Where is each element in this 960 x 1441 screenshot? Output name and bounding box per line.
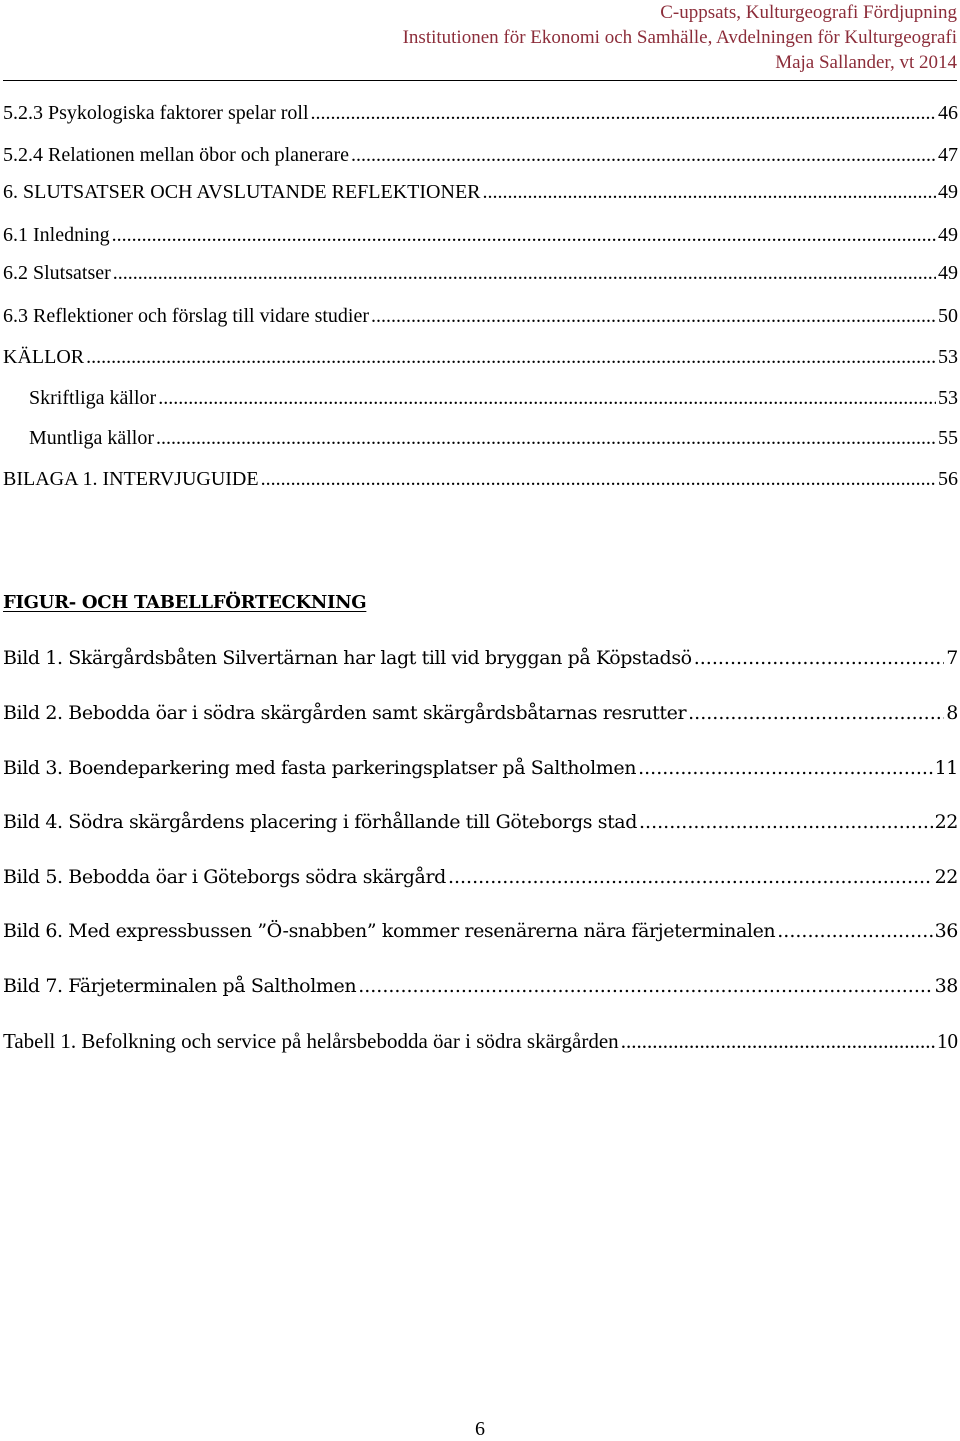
toc-entry[interactable] — [29, 427, 958, 450]
figure-entry-page: 8 — [946, 702, 958, 724]
figure-entry-page: 11 — [934, 757, 958, 779]
page-number: 6 — [475, 1418, 485, 1440]
dot-leader — [694, 647, 945, 669]
toc-entry-title: BILAGA 1. INTERVJUGUIDE — [3, 468, 259, 490]
dot-leader — [86, 346, 936, 369]
figure-entry[interactable] — [3, 975, 958, 997]
figure-entry[interactable] — [3, 866, 958, 888]
figure-entry[interactable] — [3, 920, 958, 942]
table-entry[interactable] — [3, 1029, 958, 1054]
header-author: Maja Sallander, vt 2014 — [775, 52, 957, 73]
toc-entry-page: 49 — [938, 262, 958, 284]
figure-entry-title: Bild 7. Färjeterminalen på Saltholmen — [3, 975, 357, 997]
figure-entry[interactable] — [3, 702, 958, 724]
dot-leader — [158, 387, 936, 410]
table-entry-page: 10 — [937, 1029, 958, 1053]
header-course: C-uppsats, Kulturgeografi Fördjupning — [660, 2, 957, 23]
toc-entry-page: 55 — [938, 427, 958, 449]
figure-entry-title: Bild 6. Med expressbussen ”Ö-snabben” kommer resenärerna nära färjeterminalen — [3, 920, 776, 942]
dot-leader — [351, 144, 936, 167]
dot-leader — [113, 262, 936, 285]
toc-entry-title: 5.2.4 Relationen mellan öbor och planerare — [3, 144, 349, 166]
toc-entry-page: 50 — [938, 305, 958, 327]
toc-entry[interactable] — [3, 468, 958, 491]
dot-leader — [448, 866, 933, 888]
header-rule — [3, 80, 957, 81]
figure-entry-title: Bild 3. Boendeparkering med fasta parkeringsplatser på Saltholmen — [3, 757, 637, 779]
toc-entry-page: 49 — [938, 181, 958, 203]
toc-entry-title: 6.1 Inledning — [3, 224, 110, 246]
dot-leader — [112, 224, 936, 247]
dot-leader — [311, 102, 937, 125]
toc-entry-page: 49 — [938, 224, 958, 246]
toc-entry-page: 47 — [938, 144, 958, 166]
figure-entry-page: 36 — [934, 920, 958, 942]
dot-leader — [371, 305, 936, 328]
toc-entry-page: 53 — [938, 387, 958, 409]
toc-entry[interactable] — [3, 102, 958, 125]
toc-entry[interactable] — [3, 224, 958, 247]
running-header — [403, 0, 957, 75]
figure-list-heading: FIGUR- OCH TABELLFÖRTECKNING — [3, 592, 367, 613]
dot-leader — [261, 468, 936, 491]
toc-entry-title: Skriftliga källor — [29, 387, 157, 409]
toc-entry[interactable] — [3, 181, 958, 204]
figure-entry-title: Bild 1. Skärgårdsbåten Silvertärnan har lagt till vid bryggan på Köpstadsö — [3, 647, 692, 669]
toc-entry-title: KÄLLOR — [3, 346, 85, 368]
figure-entry-page: 22 — [934, 866, 958, 888]
toc-entry[interactable] — [3, 305, 958, 328]
toc-entry-title: 6. SLUTSATSER OCH AVSLUTANDE REFLEKTIONER — [3, 181, 481, 203]
toc-entry[interactable] — [3, 346, 958, 369]
dot-leader — [358, 975, 932, 997]
dot-leader — [483, 181, 937, 204]
figure-entry-title: Bild 2. Bebodda öar i södra skärgården samt skärgårdsbåtarnas resrutter — [3, 702, 687, 724]
figure-entry[interactable] — [3, 757, 958, 779]
dot-leader — [156, 427, 936, 450]
toc-entry-page: 56 — [938, 468, 958, 490]
dot-leader — [639, 811, 933, 833]
toc-entry-page: 53 — [938, 346, 958, 368]
toc-entry-title: Muntliga källor — [29, 427, 154, 449]
toc-entry[interactable] — [3, 262, 958, 285]
figure-entry-page: 22 — [934, 811, 958, 833]
toc-entry[interactable] — [3, 144, 958, 167]
figure-entry[interactable] — [3, 811, 958, 833]
toc-entry-title: 6.2 Slutsatser — [3, 262, 111, 284]
toc-entry-title: 6.3 Reflektioner och förslag till vidare studier — [3, 305, 370, 327]
dot-leader — [621, 1029, 935, 1054]
figure-entry-page: 7 — [946, 647, 958, 669]
table-entry-title: Tabell 1. Befolkning och service på helårsbebodda öar i södra skärgården — [3, 1029, 619, 1053]
figure-entry[interactable] — [3, 647, 958, 669]
dot-leader — [688, 702, 944, 724]
dot-leader — [638, 757, 933, 779]
figure-entry-page: 38 — [934, 975, 958, 997]
toc-entry[interactable] — [29, 387, 958, 410]
toc-entry-page: 46 — [938, 102, 958, 124]
dot-leader — [777, 920, 932, 942]
header-institution: Institutionen för Ekonomi och Samhälle, Avdelningen för Kulturgeografi — [402, 27, 957, 48]
figure-entry-title: Bild 5. Bebodda öar i Göteborgs södra skärgård — [3, 866, 446, 888]
figure-entry-title: Bild 4. Södra skärgårdens placering i förhållande till Göteborgs stad — [3, 811, 637, 833]
toc-entry-title: 5.2.3 Psykologiska faktorer spelar roll — [3, 102, 309, 124]
